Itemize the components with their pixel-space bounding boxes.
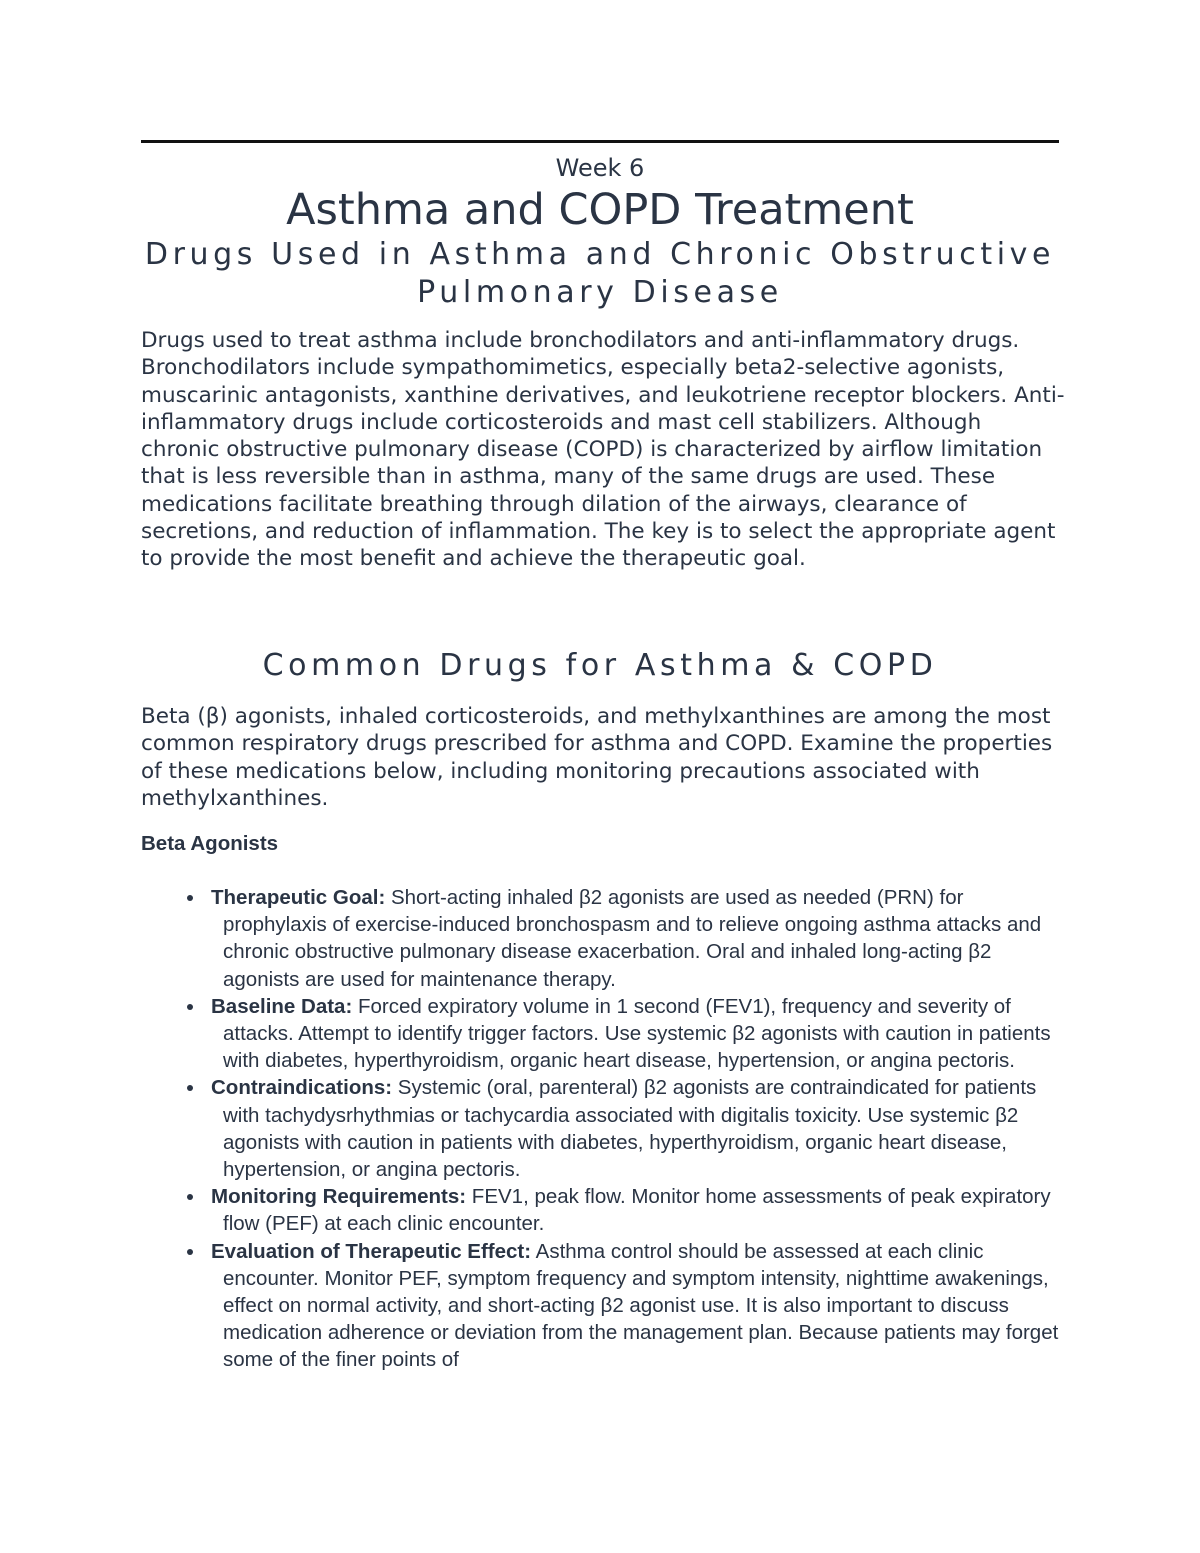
bullet-icon [187, 1249, 193, 1255]
list-item-term: Contraindications: [211, 1076, 393, 1100]
list-item-term: Baseline Data: [211, 994, 353, 1018]
list-item [141, 1183, 1059, 1237]
week-label: Week 6 [555, 154, 645, 182]
list-item-term: Evaluation of Therapeutic Effect: [211, 1239, 532, 1263]
list-item-term: Therapeutic Goal: [211, 886, 386, 909]
bullet-icon [187, 1194, 193, 1200]
list-item-text: Forced expiratory volume in 1 second (FEV1), frequency and severity of attacks. Attempt to identify trigger factors. Use systemic β2 agonists with caution in patients with diabetes, hyperthyroidism, organic heart disease, hypertension, or angina pectoris. [223, 994, 1051, 1073]
list-item [141, 993, 1059, 1075]
top-rule-divider [141, 140, 1059, 143]
list-item-text: FEV1, peak flow. Monitor home assessments of peak expiratory flow (PEF) at each clinic encounter. [223, 1185, 1051, 1236]
beta-agonists-list [141, 884, 1059, 1374]
bullet-icon [187, 1004, 193, 1010]
list-item [141, 1238, 1059, 1374]
bullet-icon [187, 1085, 193, 1091]
list-item-text: Asthma control should be assessed at each clinic encounter. Monitor PEF, symptom frequency and symptom intensity, nighttime awakenings, effect on normal activity, and short-acting β2 agonist use. It is also important to discuss medication adherence or deviation from the management plan. Because patients may forget some of the finer points of [223, 1239, 1059, 1372]
intro-paragraph: Drugs used to treat asthma include bronchodilators and anti-inflammatory drugs. Bronchodilators include sympathomimetics, especially beta2-selective agonists, muscarinic antagonists, xanthine derivatives, and leukotriene receptor blockers. Anti-inflammatory drugs include corticosteroids and mast cell stabilizers. Although chronic obstructive pulmonary disease (COPD) is characterized by airflow limitation that is less reversible than in asthma, many of the same drugs are used. These medications facilitate breathing through dilation of the airways, clearance of secretions, and reduction of inflammation. The key is to select the appropriate agent to provide the most benefit and achieve the therapeutic goal. [141, 328, 1065, 572]
list-item [141, 884, 1059, 993]
page-title: Asthma and COPD Treatment [286, 185, 914, 235]
list-item [141, 1074, 1059, 1183]
bullet-icon [187, 895, 193, 901]
list-item-term: Monitoring Requirements: [211, 1185, 467, 1209]
section-heading: Common Drugs for Asthma & COPD [262, 648, 938, 683]
section-intro-paragraph: Beta (β) agonists, inhaled corticosteroids, and methylxanthines are among the most common respiratory drugs prescribed for asthma and COPD. Examine the properties of these medications below, including monitoring precautions associated with methylxanthines. [141, 704, 1053, 811]
page-subtitle: Drugs Used in Asthma and Chronic Obstructive Pulmonary Disease [144, 237, 1056, 310]
list-item-text: Systemic (oral, parenteral) β2 agonists are contraindicated for patients with tachydysrhythmias or tachycardia associated with digitalis toxicity. Use systemic β2 agonists with caution in patients with diabetes, hyperthyroidism, organic heart disease, hypertension, or angina pectoris. [223, 1076, 1037, 1182]
list-item-text: Short-acting inhaled β2 agonists are used as needed (PRN) for prophylaxis of exercise-induced bronchospasm and to relieve ongoing asthma attacks and chronic obstructive pulmonary disease exacerbation. Oral and inhaled long-acting β2 agonists are used for maintenance therapy. [223, 886, 1042, 991]
beta-agonists-heading: Beta Agonists [141, 832, 279, 855]
